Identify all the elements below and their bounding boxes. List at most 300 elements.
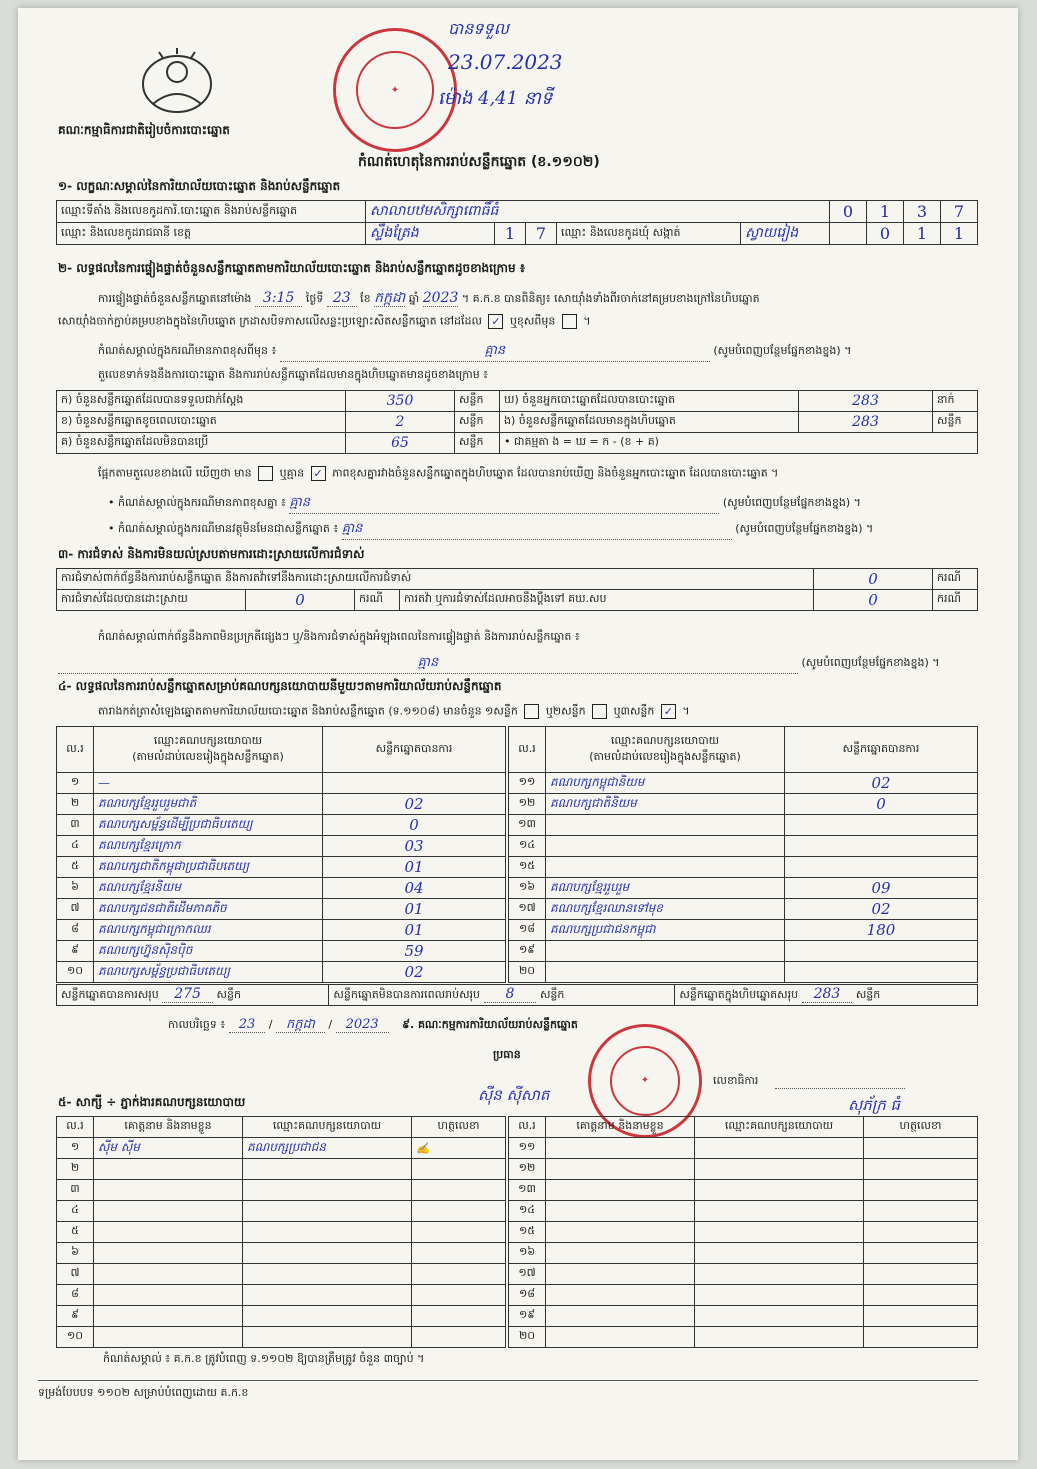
- s4-l-votes: 04: [323, 878, 506, 899]
- s5-r-sign: [864, 1180, 978, 1201]
- s1-polling-station: សាលាបឋមសិក្សាពោធិ៍ធំ: [366, 201, 830, 223]
- nec-emblem-icon: [133, 44, 221, 116]
- one-sheet-checkbox[interactable]: [524, 704, 539, 719]
- table-row: [509, 878, 978, 899]
- section2-heading: ២- លទ្ធផលនៃការផ្ទៀងផ្ទាត់ចំនួនសន្លឹកឆ្នោតតាមការិយាល័យបោះឆ្នោត និងរាប់សន្លឹកឆ្នោតដូចខាងក្រោម ៖: [58, 261, 526, 275]
- s4-l-no: ១: [57, 773, 94, 794]
- s4-intro-b: ឬ២សន្លឹក: [545, 704, 586, 718]
- s5-l-no: ៨: [57, 1285, 94, 1306]
- s5-r-no: ១២: [509, 1159, 546, 1180]
- table-row: [509, 857, 978, 878]
- s4-r-no: ១៤: [509, 836, 546, 857]
- s4-r-party: [546, 857, 785, 878]
- official-seal-bottom: ✦: [588, 1024, 702, 1138]
- s3-appeal-value: 0: [814, 590, 933, 611]
- s5-l-party: [243, 1201, 412, 1222]
- s4-date-year: 2023: [336, 1017, 389, 1033]
- s4-date-month: កក្កដា: [276, 1017, 325, 1033]
- s5-r-party: [695, 1327, 864, 1348]
- s5-l-name: [94, 1222, 243, 1243]
- s3-unit-1: ករណី: [933, 569, 978, 590]
- s3-complaints-label: ការជំទាស់ពាក់ព័ន្ធនឹងការរាប់សន្លឹកឆ្នោត និងការតវ៉ាទៅនឹងការដោះស្រាយលើការជំទាស់: [57, 569, 814, 590]
- s5-l-sign: [412, 1285, 506, 1306]
- s4-l-party: គណបក្សកម្ពុជាក្រោកឈរ: [94, 920, 323, 941]
- table-row: [57, 1222, 506, 1243]
- s4-r-votes: 02: [785, 773, 978, 794]
- s2-para4: [98, 466, 978, 483]
- table-row: [509, 1138, 978, 1159]
- form-footer: ទម្រង់បែបបទ ១១០២ សម្រាប់បំពេញដោយ គ.ក.ខ: [38, 1386, 249, 1399]
- s4-l-col-party: [94, 727, 323, 773]
- s4-r-votes: [785, 815, 978, 836]
- s5-r-sign: [864, 1201, 978, 1222]
- s5-l-sign: [412, 1201, 506, 1222]
- s5-l-party: [243, 1180, 412, 1201]
- table-row: [57, 1159, 506, 1180]
- s4-l-votes: 59: [323, 941, 506, 962]
- s4-l-votes: 01: [323, 857, 506, 878]
- s3-resolved-value: 0: [246, 590, 355, 611]
- received-stamp-text: បានទទួល: [448, 19, 509, 38]
- s2-year: 2023: [422, 290, 459, 306]
- s4-r-col-party-2: (តាមលំដាប់លេខរៀងក្នុងសន្លឹកឆ្នោត): [589, 749, 741, 763]
- s4-l-party: គណបក្សខ្មែរក្រោក: [94, 836, 323, 857]
- s4-l-party: គណបក្សហ្វ៊ុនស៊ិនប៉ិច: [94, 941, 323, 962]
- s2-bullet2-value: គ្មាន: [342, 520, 732, 540]
- s1-code-1: 0: [830, 201, 867, 223]
- s4-date-line: កាលបរិច្ឆេទ ៖ 23 / កក្កដា / 2023 ៩. គណៈកម្មការការិយាល័យរាប់សន្លឹកឆ្នោត: [168, 1017, 578, 1032]
- section1-table: [56, 200, 978, 245]
- section3-table: [56, 568, 978, 611]
- s5-r-sign: [864, 1243, 978, 1264]
- s4-l-party: គណបក្សជាតិកម្ពុជាប្រជាធិបតេយ្យ: [94, 857, 323, 878]
- s4-l-col-party-1: ឈ្មោះគណបក្សនយោបាយ: [153, 733, 263, 747]
- s3-appeal-label: ការតវ៉ា ឬការជំទាស់ដែលអាចនឹងប្តឹងទៅ គឃ.សប: [400, 590, 814, 611]
- s2-bullet2-hint: (សូមបំពេញបន្ថែមផ្នែកខាងខ្នង) ។: [735, 522, 874, 535]
- s4-r-votes: [785, 857, 978, 878]
- s4-total-box-label: សន្លឹកឆ្នោតក្នុងហិបឆ្នោតសរុប: [679, 988, 799, 1001]
- s5-l-col-no: ល.រ: [57, 1117, 94, 1138]
- s4-r-col-party-1: ឈ្មោះគណបក្សនយោបាយ: [610, 733, 720, 747]
- s4-total-invalid-unit: សន្លឹក: [539, 988, 565, 1001]
- s2-bullet2-label: • កំណត់សម្គាល់ក្នុងករណីមានវត្ថុមិនមែនជាសន្លឹកឆ្នោត ៖: [108, 522, 339, 535]
- s4-r-party: [546, 836, 785, 857]
- table-row: [57, 878, 506, 899]
- table-row: [57, 962, 506, 983]
- table-row: [509, 773, 978, 794]
- s4-l-no: ៨: [57, 920, 94, 941]
- s2-bullet1-value: គ្មាន: [289, 494, 719, 514]
- table-row: [509, 1222, 978, 1243]
- table-row: [509, 1264, 978, 1285]
- s4-r-no: ១៦: [509, 878, 546, 899]
- s5-l-no: ១០: [57, 1327, 94, 1348]
- s4-results-left: [56, 726, 506, 983]
- table-row: [509, 1201, 978, 1222]
- s4-l-party: គណបក្សខ្មែរនិយម: [94, 878, 323, 899]
- s5-l-no: ៤: [57, 1201, 94, 1222]
- s4-r-votes: 180: [785, 920, 978, 941]
- s2-note-value: គ្មាន: [280, 342, 710, 362]
- secretary-signature-line: [775, 1080, 905, 1089]
- s3-unit-3: ករណី: [933, 590, 978, 611]
- received-time: ម៉ោង 4,41 នាទី: [438, 88, 553, 109]
- table-row: [57, 794, 506, 815]
- s4-r-col-party: [546, 727, 785, 773]
- table-row: [57, 1243, 506, 1264]
- s4-r-votes: [785, 941, 978, 962]
- s5-l-no: ៦: [57, 1243, 94, 1264]
- s5-l-party: [243, 1243, 412, 1264]
- s5-l-name: [94, 1285, 243, 1306]
- s2-note-hint: (សូមបំពេញបន្ថែមផ្នែកខាងខ្នង) ។: [713, 344, 852, 357]
- s5-l-col-name: គោត្តនាម និងនាមខ្លួន: [94, 1117, 243, 1138]
- footer-divider: [38, 1380, 978, 1381]
- s1-commune-code-3: 1: [941, 223, 978, 245]
- official-seal-top: ✦: [333, 28, 457, 152]
- s4-l-party: គណបក្សសម្ព័ន្ធប្រជាធិបតេយ្យ: [94, 962, 323, 983]
- s2-bullet1-label: • កំណត់សម្គាល់ក្នុងករណីមានភាពខុសគ្នា ៖: [108, 496, 286, 509]
- s4-r-no: ១៥: [509, 857, 546, 878]
- s1-label-1: ឈ្មោះទីតាំង និងលេខកូដការិ.បោះឆ្នោត និងរាប់សន្លឹកឆ្នោត: [57, 201, 366, 223]
- s2-d-unit: នាក់: [933, 391, 978, 412]
- s2-p2-or: ឬខុសពីមុន: [509, 314, 556, 328]
- s5-l-name: [94, 1180, 243, 1201]
- s5-r-sign: [864, 1222, 978, 1243]
- s5-l-sign: [412, 1306, 506, 1327]
- s4-r-no: ១៨: [509, 920, 546, 941]
- table-row: [509, 941, 978, 962]
- s4-l-votes: 03: [323, 836, 506, 857]
- s5-l-no: ២: [57, 1159, 94, 1180]
- s4-r-no: ១៧: [509, 899, 546, 920]
- s2-row-c: [57, 433, 978, 454]
- s5-r-party: [695, 1138, 864, 1159]
- s5-r-party: [695, 1180, 864, 1201]
- s5-r-col-no: ល.រ: [509, 1117, 546, 1138]
- s2-d-value: 283: [799, 391, 933, 412]
- s2-d-label: ឃ) ចំនួនអ្នកបោះឆ្នោតដែលបានបោះឆ្នោត: [500, 391, 799, 412]
- table-row: [509, 1180, 978, 1201]
- s5-r-sign: [864, 1264, 978, 1285]
- s3-unit-2: ករណី: [355, 590, 400, 611]
- s2-para3: តួលេខទាក់ទងនឹងការបោះឆ្នោត និងការរាប់សន្លឹកឆ្នោតដែលមានក្នុងហិបឆ្នោតមានដូចខាងក្រោម ៖: [98, 368, 489, 381]
- s5-l-sign: [412, 1264, 506, 1285]
- s3-note-label: កំណត់សម្គាល់ពាក់ព័ន្ធនឹងភាពមិនប្រក្រតីផ្សេងៗ ឬ/និងការជំទាស់ក្នុងអំឡុងពេលនៃការផ្ទៀងផ្ទាត់ និងការរាប់សន្លឹកឆ្នោត ៖: [98, 630, 580, 643]
- s4-r-votes: [785, 836, 978, 857]
- table-row: [57, 1264, 506, 1285]
- s5-r-party: [695, 1264, 864, 1285]
- table-row: [57, 920, 506, 941]
- s4-r-party: គណបក្សប្រជាជនកម្ពុជា: [546, 920, 785, 941]
- s1-code-4: 7: [941, 201, 978, 223]
- s3-note-hint: (សូមបំពេញបន្ថែមផ្នែកខាងខ្នង) ។: [801, 656, 940, 669]
- s4-r-party: [546, 962, 785, 983]
- s3-note: [58, 654, 978, 674]
- s1-code-3: 3: [904, 201, 941, 223]
- s5-l-party: [243, 1306, 412, 1327]
- s4-r-party: គណបក្សកម្ពុជានិយម: [546, 773, 785, 794]
- s4-l-no: ១០: [57, 962, 94, 983]
- s4-r-votes: 02: [785, 899, 978, 920]
- s4-l-votes: [323, 773, 506, 794]
- section3-heading: ៣- ការជំទាស់ និងការមិនយល់ស្របតាមការដោះស្រាយលើការជំទាស់: [58, 547, 365, 561]
- s5-r-name: [546, 1264, 695, 1285]
- table-row: [509, 815, 978, 836]
- s4-l-votes: 02: [323, 962, 506, 983]
- s2-p4b: ឬគ្មាន: [279, 466, 305, 480]
- s5-l-no: ៥: [57, 1222, 94, 1243]
- s5-l-party: [243, 1264, 412, 1285]
- s5-r-no: ១៧: [509, 1264, 546, 1285]
- s4-l-votes: 0: [323, 815, 506, 836]
- s2-time: 3:15: [255, 290, 302, 307]
- s4-l-votes: 02: [323, 794, 506, 815]
- s4-r-votes: [785, 962, 978, 983]
- s5-r-party: [695, 1285, 864, 1306]
- s5-r-party: [695, 1222, 864, 1243]
- s5-r-name: [546, 1201, 695, 1222]
- s5-l-col-sign: ហត្ថលេខា: [412, 1117, 506, 1138]
- s5-r-name: [546, 1159, 695, 1180]
- s5-l-name: ស៊ីម ស៊ីម: [94, 1138, 243, 1159]
- s2-c-value: 65: [346, 433, 455, 454]
- table-row: [57, 1285, 506, 1306]
- s2-e-value: 283: [799, 412, 933, 433]
- s5-l-party: [243, 1327, 412, 1348]
- table-row: [57, 1306, 506, 1327]
- table-row: [57, 899, 506, 920]
- s2-e-unit: សន្លឹក: [933, 412, 978, 433]
- s2-e-label: ង) ចំនួនសន្លឹកឆ្នោតដែលមានក្នុងហិបឆ្នោត: [500, 412, 799, 433]
- s5-r-name: [546, 1243, 695, 1264]
- s4-l-no: ៧: [57, 899, 94, 920]
- s4-results-right: [508, 726, 978, 983]
- s5-r-no: ១៦: [509, 1243, 546, 1264]
- s2-b-unit: សន្លឹក: [455, 412, 500, 433]
- table-row: [57, 857, 506, 878]
- s2-note: [98, 342, 978, 362]
- s4-total-valid: [57, 985, 329, 1006]
- s5-l-sign: [412, 1327, 506, 1348]
- s5-r-no: ១៨: [509, 1285, 546, 1306]
- s5-r-party: [695, 1159, 864, 1180]
- s2-p4c: ភាពខុសគ្នារវាងចំនួនសន្លឹកឆ្នោតក្នុងហិបឆ្នោត ដែលបានរាប់ឃើញ និងចំនួនអ្នកបោះឆ្នោត ដែលបានបោះឆ្នោត ។: [332, 466, 779, 480]
- difference-no-checkbox[interactable]: ✓: [311, 466, 326, 481]
- s5-l-sign: [412, 1222, 506, 1243]
- table-row: [509, 899, 978, 920]
- s4-total-invalid-value: 8: [484, 986, 537, 1003]
- table-row: [57, 773, 506, 794]
- s4-r-no: ១៩: [509, 941, 546, 962]
- s4-total-invalid: [329, 985, 675, 1006]
- s2-row-a: [57, 391, 978, 412]
- section5-heading: ៥- សាក្សី ÷ ភ្នាក់ងារគណបក្សនយោបាយ: [58, 1095, 246, 1109]
- s1-province-code-1: 1: [495, 223, 526, 245]
- two-sheets-checkbox[interactable]: [592, 704, 607, 719]
- s4-l-no: ២: [57, 794, 94, 815]
- s4-l-votes: 01: [323, 920, 506, 941]
- s2-p2-end: ។: [583, 314, 591, 328]
- table-row: [57, 1201, 506, 1222]
- table-row: [57, 836, 506, 857]
- s2-bullet2: [108, 520, 978, 540]
- table-row: [57, 1138, 506, 1159]
- s5-r-col-sign: ហត្ថលេខា: [864, 1117, 978, 1138]
- s4-intro-end: ។: [682, 704, 690, 718]
- s4-l-col-votes: សន្លឹកឆ្នោតបានការ: [323, 727, 506, 773]
- s1-province: ស្ទឹងត្រែង: [366, 223, 495, 245]
- s5-r-name: [546, 1180, 695, 1201]
- secretary-signature: សុភ័ក្រ ធំ: [848, 1096, 901, 1114]
- difference-yes-checkbox[interactable]: [258, 466, 273, 481]
- s4-r-party: គណបក្សខ្មែរឈានទៅមុខ: [546, 899, 785, 920]
- s4-l-party: គណបក្សខ្មែររួបរួមជាតិ: [94, 794, 323, 815]
- s5-r-name: [546, 1222, 695, 1243]
- s2-month: កក្កដា: [374, 290, 406, 306]
- s4-l-no: ៩: [57, 941, 94, 962]
- s1-commune-code-2: 1: [904, 223, 941, 245]
- received-date: 23.07.2023: [448, 50, 563, 74]
- s4-total-box-value: 283: [802, 986, 853, 1003]
- s5-r-party: [695, 1306, 864, 1327]
- s2-p2: សោយ៉ាំងចាក់ភ្ជាប់គម្របខាងក្នុងនៃហិបឆ្នោត ក្រដាសបិទភាសលើសន្លះប្រឡោះសិតសន្លឹកឆ្នោត នៅដដែល: [58, 314, 482, 328]
- s4-l-no: ៣: [57, 815, 94, 836]
- s5-witness-right: [508, 1116, 978, 1348]
- s2-p1a: ការផ្ទៀងផ្ទាត់ចំនួនសន្លឹកឆ្នោតនៅម៉ោង: [98, 292, 252, 305]
- s4-r-party: គណបក្សខ្មែររួបរួម: [546, 878, 785, 899]
- s1-province-code-2: 7: [526, 223, 557, 245]
- s5-l-sign: ✍: [412, 1138, 506, 1159]
- s4-intro-a: តារាងកត់ត្រាសំឡេងឆ្នោតតាមការិយាល័យបោះឆ្នោត និងរាប់សន្លឹកឆ្នោត (ទ.១១០៨) មានចំនួន ១សន្លឹក: [98, 704, 518, 718]
- s5-r-party: [695, 1201, 864, 1222]
- s4-total-invalid-label: សន្លឹកឆ្នោតមិនបានការពេលរាប់សរុប: [333, 988, 481, 1001]
- s4-committee: ៩. គណៈកម្មការការិយាល័យរាប់សន្លឹកឆ្នោត: [402, 1018, 578, 1031]
- s2-day: 23: [327, 290, 357, 307]
- s5-l-name: [94, 1306, 243, 1327]
- s2-a-label: ក) ចំនួនសន្លឹកឆ្នោតដែលបានទទួលជាក់ស្តែង: [57, 391, 346, 412]
- table-row: [57, 1180, 506, 1201]
- s1-province-label: ឈ្មោះ និងលេខកូដរាជធានី ខេត្ត: [61, 225, 191, 239]
- s5-l-sign: [412, 1180, 506, 1201]
- s5-l-no: ៧: [57, 1264, 94, 1285]
- table-row: [509, 1327, 978, 1348]
- s4-l-col-no: ល.រ: [57, 727, 94, 773]
- s4-l-no: ៦: [57, 878, 94, 899]
- table-row: [57, 815, 506, 836]
- s4-r-no: ១១: [509, 773, 546, 794]
- s5-r-no: ១៩: [509, 1306, 546, 1327]
- s4-l-party: គណបក្សជនជាតិដើមភាគតិច: [94, 899, 323, 920]
- s5-r-no: ១១: [509, 1138, 546, 1159]
- s5-r-sign: [864, 1327, 978, 1348]
- s2-note-label: កំណត់សម្គាល់ក្នុងករណីមានភាពខុសពីមុន ៖: [98, 344, 277, 357]
- same-checkbox[interactable]: ✓: [488, 314, 503, 329]
- section4-heading: ៤- លទ្ធផលនៃការរាប់សន្លឹកឆ្នោតសម្រាប់គណបក្សនយោបាយនីមួយៗតាមការិយាល័យរាប់សន្លឹកឆ្នោត: [58, 679, 502, 693]
- s4-l-party: —: [94, 773, 323, 794]
- s2-c-label: គ) ចំនួនសន្លឹកឆ្នោតដែលមិនបានប្រើ: [57, 433, 346, 454]
- s4-totals: [56, 984, 978, 1006]
- s4-r-col-votes: សន្លឹកឆ្នោតបានការ: [785, 727, 978, 773]
- s3-note-value: គ្មាន: [58, 654, 798, 674]
- s2-p1d: ឆ្នាំ: [408, 292, 420, 305]
- s4-r-party: [546, 815, 785, 836]
- s5-l-name: [94, 1327, 243, 1348]
- s5-l-col-party: ឈ្មោះគណបក្សនយោបាយ: [243, 1117, 412, 1138]
- s4-r-party: គណបក្សជាតិនិយម: [546, 794, 785, 815]
- s4-date-day: 23: [229, 1017, 266, 1033]
- s4-total-box: [675, 985, 978, 1006]
- table-row: [509, 1243, 978, 1264]
- table-row: [57, 941, 506, 962]
- s5-r-party: [695, 1243, 864, 1264]
- form-title: កំណត់ហេតុនៃការរាប់សន្លឹកឆ្នោត (ខ.១១០២): [358, 154, 600, 170]
- s5-l-name: [94, 1159, 243, 1180]
- s5-l-party: [243, 1285, 412, 1306]
- three-sheets-checkbox[interactable]: ✓: [661, 704, 676, 719]
- s4-r-party: [546, 941, 785, 962]
- table-row: [509, 920, 978, 941]
- s2-a-unit: សន្លឹក: [455, 391, 500, 412]
- s3-resolved-label: ការជំទាស់ដែលបានដោះស្រាយ: [57, 590, 246, 611]
- s2-p4a: ផ្អែកតាមតួលេខខាងលើ ឃើញថា មាន: [98, 466, 252, 480]
- table-row: [509, 836, 978, 857]
- s5-r-name: [546, 1306, 695, 1327]
- s2-a-value: 350: [346, 391, 455, 412]
- s5-l-sign: [412, 1243, 506, 1264]
- s2-bullet1-hint: (សូមបំពេញបន្ថែមផ្នែកខាងខ្នង) ។: [722, 496, 861, 509]
- s1-label-2: [57, 223, 366, 245]
- section1-heading: ១- លក្ខណៈសម្គាល់នៃការិយាល័យបោះឆ្នោត និងរាប់សន្លឹកឆ្នោត: [58, 179, 341, 193]
- s2-row-b: [57, 412, 978, 433]
- s4-date-label: កាលបរិច្ឆេទ ៖: [168, 1018, 226, 1031]
- s5-l-name: [94, 1201, 243, 1222]
- s5-r-no: ១៤: [509, 1201, 546, 1222]
- s1-commune-code-blank: [830, 223, 867, 245]
- s5-r-name: [546, 1138, 695, 1159]
- s4-r-votes: 0: [785, 794, 978, 815]
- s2-b-label: ខ) ចំនួនសន្លឹកឆ្នោតខូចពេលបោះឆ្នោត: [57, 412, 346, 433]
- s2-figures-table: [56, 390, 978, 454]
- s1-commune: ស្វាយរៀង: [741, 223, 830, 245]
- changed-checkbox[interactable]: [562, 314, 577, 329]
- secretary-label: លេខាធិការ: [713, 1074, 759, 1087]
- chair-signature: ស៊ីន ស៊ីសាត: [478, 1086, 550, 1104]
- table-row: [509, 1159, 978, 1180]
- s4-total-valid-label: សន្លឹកឆ្នោតបានការសរុប: [61, 988, 159, 1001]
- s1-commune-code-1: 0: [867, 223, 904, 245]
- s4-l-party: គណបក្សសម្ព័ន្ធដើម្បីប្រជាធិបតេយ្យ: [94, 815, 323, 836]
- s5-r-col-party: ឈ្មោះគណបក្សនយោបាយ: [695, 1117, 864, 1138]
- s2-bullet1: [108, 494, 978, 514]
- form-sheet: [18, 8, 1018, 1460]
- s4-intro: [98, 704, 978, 721]
- table-row: [509, 1306, 978, 1327]
- s5-l-party: គណបក្សប្រជាជន: [243, 1138, 412, 1159]
- s5-r-sign: [864, 1159, 978, 1180]
- s5-l-no: ៣: [57, 1180, 94, 1201]
- s5-r-sign: [864, 1138, 978, 1159]
- committee-name: គណៈកម្មាធិការជាតិរៀបចំការបោះឆ្នោត: [58, 123, 230, 137]
- s2-c-unit: សន្លឹក: [455, 433, 500, 454]
- s4-l-no: ៥: [57, 857, 94, 878]
- s5-l-party: [243, 1222, 412, 1243]
- s4-l-no: ៤: [57, 836, 94, 857]
- s5-r-name: [546, 1285, 695, 1306]
- s3-complaints-value: 0: [814, 569, 933, 590]
- s2-p1c: ខែ: [360, 292, 371, 305]
- s5-r-col-name: គោត្តនាម និងនាមខ្លួន: [546, 1117, 695, 1138]
